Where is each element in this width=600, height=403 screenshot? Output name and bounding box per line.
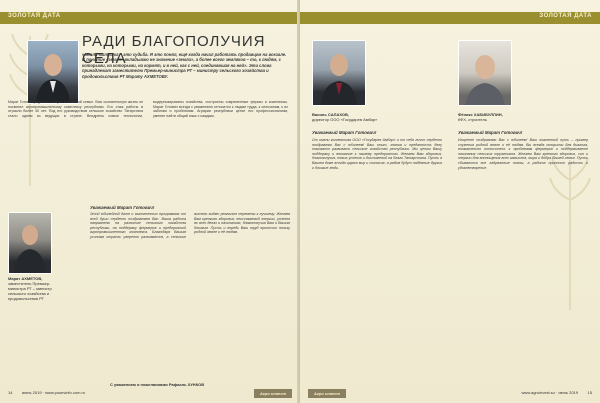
right-page xyxy=(300,0,600,403)
portrait-photo xyxy=(27,40,79,104)
caption-name: Марат АХМЕТОВ, xyxy=(8,276,43,281)
photo-caption xyxy=(8,276,68,301)
footer-text: июнь 2019 · www.posevinfo.com.ru xyxy=(22,390,86,395)
portrait-photo-small xyxy=(8,212,52,274)
interview-header: Уважаемый Марат Готович! xyxy=(90,205,155,210)
portrait-figure xyxy=(28,41,78,103)
person1-figure xyxy=(313,41,365,105)
person2-figure xyxy=(459,41,511,105)
person1-text: От имени коллектива ООО «Государев Амбар» и от себя лично сердечно поздравляю Вас с юбилеем! Ваш опыт, знания и преданность делу помогают развивать сельское хозяйство республики. Мы ценим Вашу поддержку и внимание к нашему предприятию. Желаем Вам здоровья, благополучия, новых успехов и достижений на благо Татарстана. Пусть в Вашем доме всегда царят мир и согласие, а рядом будут надёжные друзья и близкие люди. xyxy=(312,138,442,170)
person2-role: КФХ, строитель xyxy=(458,117,487,122)
section-label-right: ЗОЛОТАЯ ДАТА xyxy=(539,13,592,19)
page-number: 14 xyxy=(8,390,13,395)
person1-photo xyxy=(312,40,366,106)
intro-text: Марат Готович родился и вырос в сельской семье. Всю сознательную жизнь он посвятил агропромышленному комплексу республики. Его стаж работы в отрасли более 40 лет. Под его руководством сельское хозяйство Татарстана стало одним из ведущих в стране. Внедрены новые технологии, модернизированы хозяйства, построены современные фермы и комплексы. Марат Готович всегда с уважением относится к людям труда, к сельчанам, к их заботам и проблемам. Аграрии республики ценят его профессионализм, умение найти общий язык с каждым. xyxy=(8,100,288,118)
person1-caption xyxy=(312,112,382,122)
person2-header: Уважаемый Марат Готович! xyxy=(458,130,523,135)
signature: С уважением и пожеланиями Рафаэль ХУНКОВ xyxy=(110,382,205,387)
caption-role: заместитель Премьер-министра РТ – министр сельского хозяйства и продовольствия РТ xyxy=(8,281,52,301)
person2-photo xyxy=(458,40,512,106)
portrait-figure-small xyxy=(9,213,51,273)
footer-text-right: www.agroinvest.su · июнь 2019 xyxy=(521,390,578,395)
page-title: РАДИ БЛАГОПОЛУЧИЯ СЕЛА xyxy=(82,33,266,67)
person2-name: Фёникс ХАБИБУЛЛИН, xyxy=(458,112,503,117)
page-number-right: 15 xyxy=(587,390,592,395)
magazine-logo-right: Агро инвест xyxy=(308,389,346,398)
person2-caption xyxy=(458,112,538,122)
person1-header: Уважаемый Марат Готович! xyxy=(312,130,377,135)
section-label: ЗОЛОТАЯ ДАТА xyxy=(8,13,61,19)
person2-text: Искренне поздравляю Вас с юбилеем! Ваш жизненный путь – пример служения родной земле и её людям. Вы всегда открыты для диалога, внимательно относитесь к проблемам фермеров и поддерживаете начинания сельских тружеников. Желаем Вам крепкого здоровья, сил и энергии для воплощения всех замыслов, мира и добра Вашей семье. Пусть сбываются все задуманные планы, а работа приносит радость и удовлетворение. xyxy=(458,138,588,170)
lead-quote: «Земля-матушка – это судьба. Я это понял, ещё когда начал работать продавцом на вокзале. В понятие «земля» вкладываю не значение «земли», а более всего земляков – то, к людям, с которыми, на которыми, на кормят, и в ней, как с ней, соединявшая на ней». Эти слова принадлежат заместителю Премьер-министра РТ – министру сельского хозяйства и продовольствия РТ Марату АХМЕТОВУ. xyxy=(82,52,287,79)
person1-name: Василь САЛАХОВ, xyxy=(312,112,350,117)
interview-text: Этой юбилейной дате о выполненных программах от всей души сердечно поздравляем Вас. Ваша работа направлена на развитие сельского хозяйства республики, на поддержку фермеров и предприятий агропромышленного комплекса. Благодаря Вашим усилиям отрасль уверенно развивается, а сельские жители видят реальные перемены к лучшему. Желаем Вам крепкого здоровья, неиссякаемой энергии, успехов во всех делах и начинаниях, благополучия Вам и Вашим близким. Пусть и впредь Ваш труд приносит пользу родной земле и её людям. xyxy=(90,212,290,239)
person1-role: директор ООО «Государев Амбар» xyxy=(312,117,378,122)
magazine-logo: Агро инвест xyxy=(254,389,292,398)
